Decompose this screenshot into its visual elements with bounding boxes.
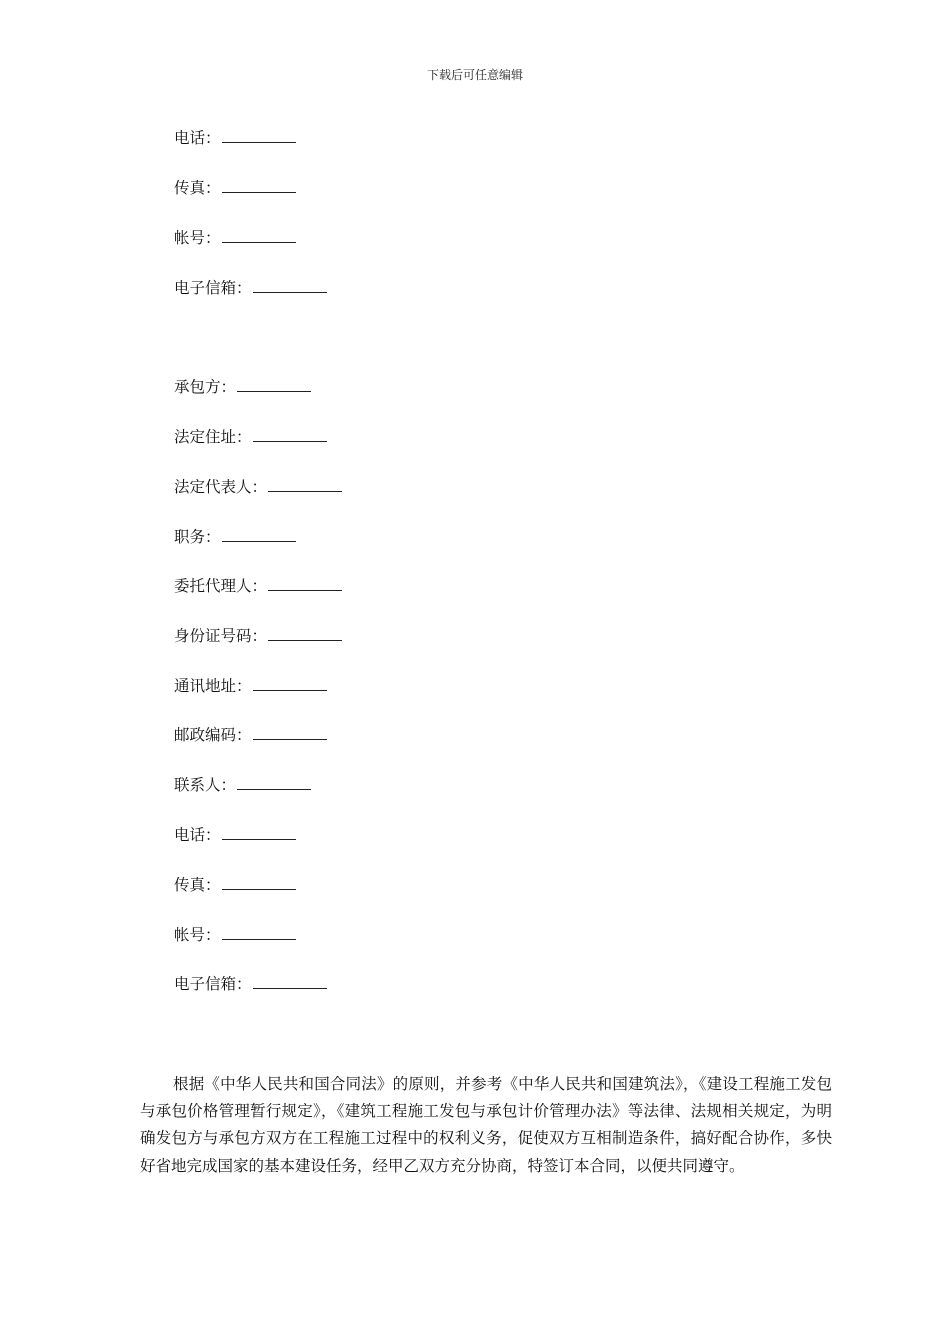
field-label: 帐号： (174, 926, 221, 944)
blank-line (268, 575, 342, 591)
blank-line (222, 824, 296, 840)
blank-line (253, 277, 327, 293)
field-label: 电子信箱： (174, 279, 252, 297)
id-number-field (174, 625, 342, 646)
blank-line (268, 625, 342, 641)
email-field (174, 277, 327, 298)
mailing-address-field (174, 675, 327, 696)
field-label: 邮政编码： (174, 726, 252, 744)
blank-line (222, 127, 296, 143)
postal-code-field (174, 724, 327, 745)
account-field (174, 227, 296, 248)
field-label: 传真： (174, 179, 221, 197)
phone-field (174, 824, 296, 845)
field-label: 职务： (174, 528, 221, 546)
blank-line (222, 177, 296, 193)
blank-line (222, 924, 296, 940)
contact-person-field (174, 774, 311, 795)
position-field (174, 526, 296, 547)
blank-line (222, 227, 296, 243)
field-label: 承包方： (174, 378, 237, 396)
page-header: 下载后可任意编辑 (426, 68, 523, 82)
field-label: 法定代表人： (174, 478, 268, 496)
field-label: 帐号： (174, 229, 221, 247)
field-label: 电话： (174, 826, 221, 844)
blank-line (222, 874, 296, 890)
contractor-field (174, 376, 311, 397)
blank-line (268, 476, 342, 492)
field-label: 联系人： (174, 776, 237, 794)
phone-field (174, 127, 296, 148)
account-field (174, 924, 296, 945)
legal-representative-field (174, 476, 342, 497)
blank-line (253, 724, 327, 740)
field-label: 通讯地址： (174, 677, 252, 695)
blank-line (253, 973, 327, 989)
blank-line (222, 526, 296, 542)
field-label: 电话： (174, 129, 221, 147)
field-label: 身份证号码： (174, 627, 268, 645)
field-label: 委托代理人： (174, 577, 268, 595)
fax-field (174, 177, 296, 198)
field-label: 电子信箱： (174, 975, 252, 993)
contract-preamble-paragraph: 根据《中华人民共和国合同法》的原则，并参考《中华人民共和国建筑法》，《建设工程施工发包与承包价格管理暂行规定》，《建筑工程施工发包与承包计价管理办法》等法律、法规相关规定，为明确发包方与承包方双方在工程施工过程中的权利义务，促使双方互相制造条件，搞好配合协作，多快好省地完成国家的基本建设任务，经甲乙双方充分协商，特签订本合同，以便共同遵守。 (140, 1075, 832, 1175)
blank-line (237, 376, 311, 392)
blank-line (253, 675, 327, 691)
field-label: 法定住址： (174, 428, 252, 446)
authorized-agent-field (174, 575, 342, 596)
field-label: 传真： (174, 876, 221, 894)
fax-field (174, 874, 296, 895)
blank-line (253, 426, 327, 442)
legal-address-field (174, 426, 327, 447)
email-field (174, 973, 327, 994)
blank-line (237, 774, 311, 790)
